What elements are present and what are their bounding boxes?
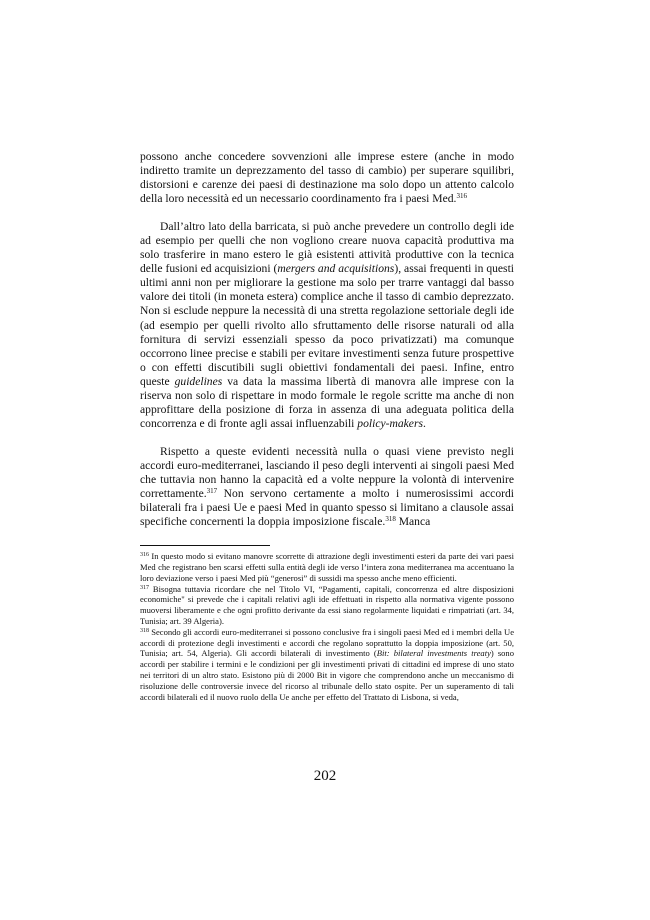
footnote-number: 318 <box>140 627 149 634</box>
footnote-text: Bisogna tuttavia ricordare che nel Titolo VI, “Pagamenti, capitali, concorrenza ed altre disposizioni economiche" si prevede che i capitali relativi agli ide effettuati in rispetto alla normativa vigente possono muoversi liberamente e che ogni profitto derivante da essi siano regolarmente liquidati e rimpatriati (art. 34, Tunisia; art. 39 Algeria). <box>140 583 514 626</box>
footnote-318 <box>140 627 514 703</box>
footnote-number: 317 <box>140 584 149 591</box>
footnote-text: Secondo gli accordi euro-mediterranei si possono conclusive fra i singoli paesi Med ed i membri della Ue accordi di protezione degli investimenti e accordi che regolano soprattutto la doppia imposizione (art. 50, Tunisia; art. 54, Algeria). Gli accordi bilaterali di investimento ( <box>140 626 514 659</box>
text-run: . <box>422 416 426 430</box>
footnote-text: ) sono accordi per stabilire i termini e le condizioni per gli investimenti privati di cittadini ed imprese di uno stato nei territori di un altro stato. Esistono più di 2000 Bit in vigore che comprendono anche un meccanismo di risoluzione delle controversie invece del ricorso al tribunale dello stato ospite. Per un superamento di tali accordi bilaterali ed il nuovo ruolo della Ue anche per effetto del Trattato di Lisbona, si veda, <box>140 648 514 702</box>
italic-term: Bit: bilateral investments treaty <box>376 648 491 659</box>
page-number: 202 <box>313 768 337 784</box>
footnotes <box>140 551 514 702</box>
footnote-ref-318[interactable]: 318 <box>385 515 396 524</box>
footnote-number: 316 <box>140 552 149 559</box>
italic-term: mergers and acquisitions <box>277 262 395 276</box>
text-run: Rispetto a queste evidenti necessità nulla o quasi viene previsto negli accordi euro-mediterranei, lasciando il peso degli interventi ai singoli paesi Med che tuttavia non hanno la capacità ed a volte neppure la volontà di intervenire correttamente. <box>140 444 514 501</box>
footnote-317 <box>140 584 514 627</box>
paragraph-2 <box>140 220 514 431</box>
paragraph-1 <box>140 150 514 206</box>
italic-term: policy-makers <box>357 416 423 430</box>
footnote-separator <box>140 545 270 546</box>
footnote-316 <box>140 551 514 583</box>
text-run: possono anche concedere sovvenzioni alle imprese estere (anche in modo indiretto tramite un deprezzamento del tasso di cambio) per superare squilibri, distorsioni e carenze dei paesi di destinazione ma solo dopo un attento calcolo della loro necessità ed un necessario coordinamento fra i paesi Med. <box>140 150 514 206</box>
paragraph-3 <box>140 445 514 529</box>
text-run: Manca <box>395 515 431 529</box>
italic-term: guidelines <box>174 374 223 388</box>
text-run: Dall’altro lato della barricata, si può anche prevedere un controllo degli ide ad esempio per quelli che non vogliono creare nuova capacità produttiva ma solo trasferire in mano estero le già esistenti attività produttive con la tecnica delle fusioni ed acquisizioni ( <box>140 220 514 276</box>
text-run: va data la massima libertà di manovra alle imprese con la riserva non solo di rispettare in modo formale le regole scritte ma anche di non approfittare della posizione di forza in assenza di una adeguata politica della concorrenza e di fronte agli assai influenzabili <box>140 374 514 430</box>
text-run: Non servono certamente a molto i numerosissimi accordi bilaterali fra i paesi Ue e paesi Med in quanto spesso si limitano a clausole assai specifiche concernenti la doppia imposizione fiscale. <box>140 487 514 529</box>
body-text <box>140 150 514 529</box>
page-content <box>140 150 514 702</box>
footnote-ref-317[interactable]: 317 <box>206 487 218 496</box>
text-run: ), assai frequenti in questi ultimi anni non per migliorare la gestione ma solo per trarre vantaggi dal basso valore dei titoli (in moneta estera) complice anche il tasso di cambio deprezzato. Non si esclude neppure la necessità di una stretta regolazione settoriale degli ide (ad esempio per quelli rivolto allo sfruttamento delle risorse naturali od alla fornitura di servizi essenziali spesso da poco privatizzati) ma comunque occorrono linee precise e stabili per evitare investimenti senza future prospettive o con effetti discutibili sugli obiettivi fondamentali dei paesi. Infine, entro queste <box>140 262 515 388</box>
footnote-ref-316[interactable]: 316 <box>456 192 467 201</box>
footnote-text: In questo modo si evitano manovre scorrette di attrazione degli investimenti esteri da parte dei vari paesi Med che registrano ben scarsi effetti sulla entità degli ide verso l’intera zona mediterranea ma accentuano la loro deviazione verso i paesi Med più “generosi” di sussidi ma spesso anche meno efficienti. <box>140 551 514 583</box>
